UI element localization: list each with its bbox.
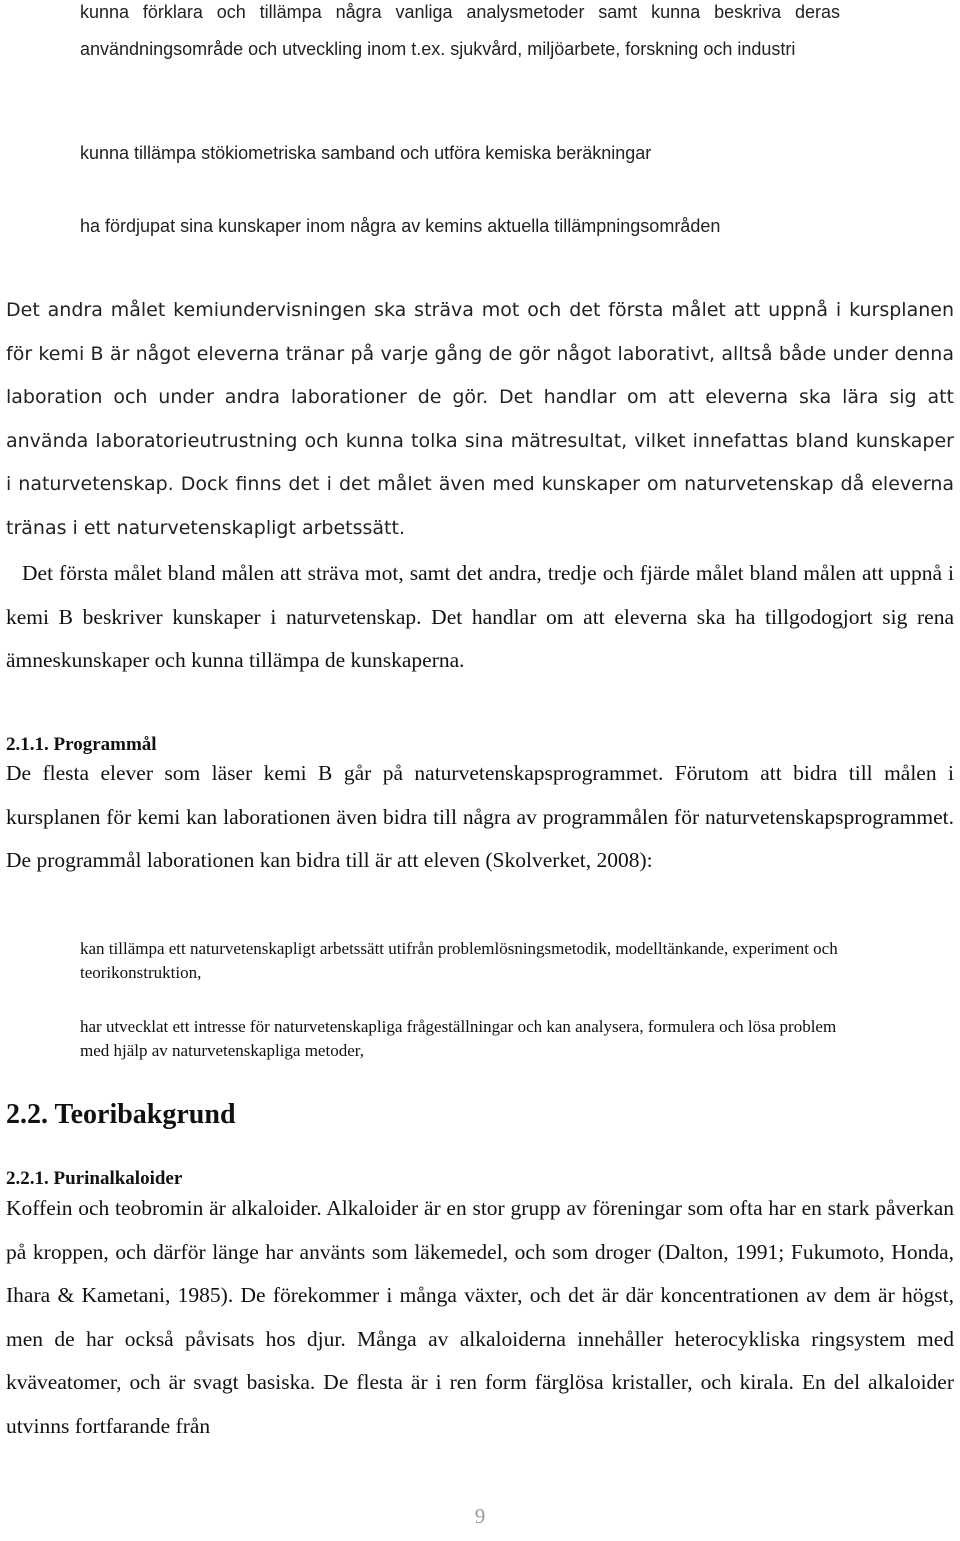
list-item: ha fördjupat sina kunskaper inom några av kemins aktuella tillämpningsområden (80, 216, 721, 236)
section-heading: 2.1.1. Programmål (6, 734, 157, 755)
paragraph: Det andra målet kemiundervisningen ska sträva mot och det första målet att uppnå i kursplanen för kemi B är något eleverna tränar på varje gång de gör något laborativt, alltså både under denna laboration och under andra laborationer de gör. Det handlar om att eleverna ska lära sig att använda laboratorieutrustning och kunna tolka sina mätresultat, vilket innefattas bland kunskaper i naturvetenskap. Dock finns det i det målet även med kunskaper om naturvetenskap då eleverna tränas i ett naturvetenskapligt arbetssätt. (6, 299, 954, 539)
paragraph (6, 552, 954, 683)
list-item: kunna tillämpa stökiometriska samband och utföra kemiska beräkningar (80, 143, 652, 163)
paragraph: De flesta elever som läser kemi B går på naturvetenskapsprogrammet. Förutom att bidra till målen i kursplanen för kemi kan laborationen även bidra till några av programmålen för naturvetenskapsprogrammet. De programmål laborationen kan bidra till är att eleven (Skolverket, 2008): (6, 761, 954, 873)
list-item: kan tillämpa ett naturvetenskapligt arbetssätt utifrån problemlösningsmetodik, modelltänkande, experiment och teorikonstruktion, (80, 939, 838, 982)
paragraph-text: Det första målet bland målen att sträva mot, samt det andra, tredje och fjärde målet bland målen att uppnå i kemi B beskriver kunskaper i naturvetenskap. Det handlar om att eleverna ska ha tillgodogjort sig rena ämneskunskaper och kunna tillämpa de kunskaperna. (6, 561, 954, 673)
section-heading: 2.2. Teoribakgrund (6, 1099, 236, 1130)
list-item: kunna förklara och tillämpa några vanliga analysmetoder samt kunna beskriva deras användningsområde och utveckling inom t.ex. sjukvård, miljöarbete, forskning och industri (80, 2, 840, 59)
page-number: 9 (474, 1504, 486, 1528)
list-item: har utvecklat ett intresse för naturvetenskapliga frågeställningar och kan analysera, formulera och lösa problem med hjälp av naturvetenskapliga metoder, (80, 1017, 837, 1060)
paragraph: Koffein och teobromin är alkaloider. Alkaloider är en stor grupp av föreningar som ofta har en stark påverkan på kroppen, och därför länge har använts som läkemedel, och som droger (Dalton, 1991; Fukumoto, Honda, Ihara & Kametani, 1985). De förekommer i många växter, och det är där koncentrationen av dem är högst, men de har också påvisats hos djur. Många av alkaloiderna innehåller heterocykliska ringsystem med kväveatomer, och är svagt basiska. De flesta är i ren form färglösa kristaller, och kirala. En del alkaloider utvinns fortfarande från (6, 1196, 954, 1438)
section-heading: 2.2.1. Purinalkaloider (6, 1168, 183, 1189)
